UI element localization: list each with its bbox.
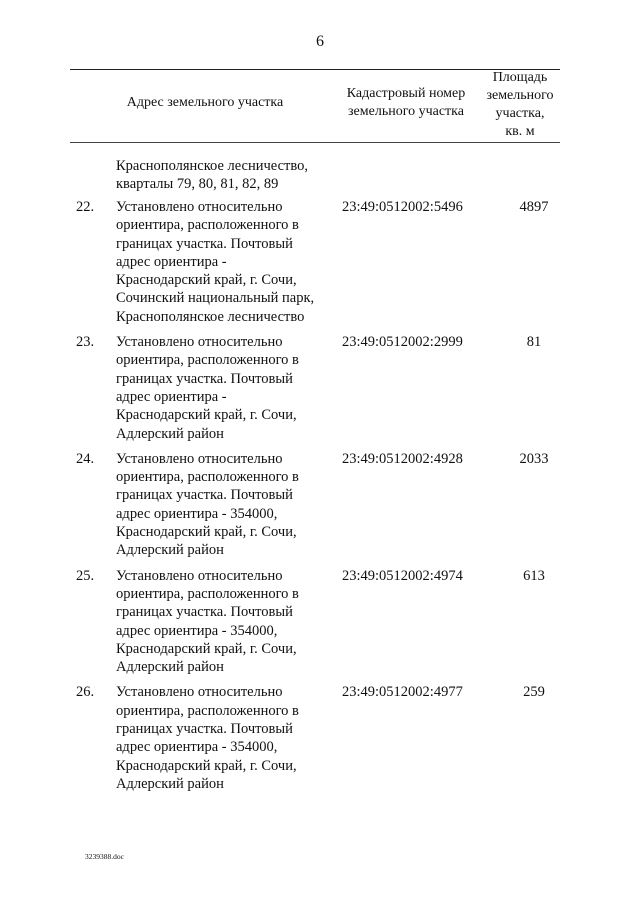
address-line: Установлено относительно bbox=[116, 684, 283, 701]
table-row bbox=[76, 333, 560, 443]
address-line: Адлерский район bbox=[116, 659, 224, 676]
address-line: ориентира, расположенного в bbox=[116, 217, 299, 234]
address-line: Краснодарский край, г. Сочи, bbox=[116, 757, 297, 774]
table-row bbox=[76, 567, 560, 677]
header-area-line: земельного bbox=[486, 88, 554, 103]
row-area: 81 bbox=[526, 334, 542, 351]
address-line: Установлено относительно bbox=[116, 199, 283, 215]
table-row bbox=[76, 450, 560, 560]
row-cadastral-number: 23:49:0512002:4974 bbox=[342, 567, 463, 584]
row-number: 22. bbox=[76, 199, 95, 215]
row-address bbox=[116, 333, 344, 443]
row-number: 25. bbox=[76, 567, 95, 584]
address-line: Краснодарский край, г. Сочи, bbox=[116, 272, 297, 289]
header-area-line: участка, bbox=[495, 106, 545, 121]
table-row bbox=[76, 683, 560, 793]
continued-address bbox=[116, 157, 346, 194]
row-cadastral-number: 23:49:0512002:4977 bbox=[342, 684, 463, 701]
address-line: ориентира, расположенного в bbox=[116, 702, 299, 719]
row-number: 26. bbox=[76, 684, 95, 701]
address-line: ориентира, расположенного в bbox=[116, 352, 299, 369]
address-line: Краснодарский край, г. Сочи, bbox=[116, 640, 297, 657]
address-line: границах участка. Почтовый bbox=[116, 487, 293, 504]
address-line: границах участка. Почтовый bbox=[116, 721, 293, 738]
header-area bbox=[480, 69, 560, 141]
row-cadastral-number: 23:49:0512002:5496 bbox=[342, 199, 463, 215]
page-number: 6 bbox=[316, 33, 324, 50]
address-line: Краснодарский край, г. Сочи, bbox=[116, 524, 297, 541]
row-number: 23. bbox=[76, 334, 95, 351]
header-area-line: кв. м bbox=[505, 124, 535, 139]
header-area-line: Площадь bbox=[492, 70, 548, 85]
address-line: адрес ориентира - bbox=[116, 388, 227, 405]
row-cadastral-number: 23:49:0512002:2999 bbox=[342, 334, 463, 351]
address-line: адрес ориентира - 354000, bbox=[116, 505, 278, 522]
row-address bbox=[116, 450, 344, 560]
row-area: 259 bbox=[523, 684, 545, 701]
footer-filename: 3239388.doc bbox=[85, 852, 124, 861]
row-address bbox=[116, 198, 344, 326]
address-line: адрес ориентира - bbox=[116, 253, 227, 270]
table-row bbox=[76, 198, 560, 326]
address-line: границах участка. Почтовый bbox=[116, 370, 293, 387]
address-line: границах участка. Почтовый bbox=[116, 235, 293, 252]
row-address bbox=[116, 567, 344, 677]
address-line: Адлерский район bbox=[116, 542, 224, 559]
row-cadastral-number: 23:49:0512002:4928 bbox=[342, 450, 463, 467]
address-line: Установлено относительно bbox=[116, 567, 283, 584]
address-line: ориентира, расположенного в bbox=[116, 585, 299, 602]
row-area: 613 bbox=[523, 567, 545, 584]
row-area: 2033 bbox=[519, 450, 549, 467]
header-address: Адрес земельного участка bbox=[126, 95, 284, 110]
address-line: границах участка. Почтовый bbox=[116, 604, 293, 621]
address-line: Адлерский район bbox=[116, 775, 224, 792]
address-line: адрес ориентира - 354000, bbox=[116, 739, 278, 756]
row-address bbox=[116, 683, 344, 793]
address-line: Установлено относительно bbox=[116, 334, 283, 351]
address-line: Краснополянское лесничество, bbox=[116, 158, 308, 174]
header-cadastral-line: земельного участка bbox=[348, 104, 464, 119]
header-cadastral bbox=[336, 85, 476, 121]
address-line: Краснодарский край, г. Сочи, bbox=[116, 407, 297, 424]
header-cadastral-line: Кадастровый номер bbox=[346, 86, 466, 101]
address-line: адрес ориентира - 354000, bbox=[116, 622, 278, 639]
address-line: Краснополянское лесничество bbox=[116, 308, 305, 325]
table-body bbox=[76, 198, 560, 800]
row-area: 4897 bbox=[519, 199, 549, 215]
address-line: ориентира, расположенного в bbox=[116, 469, 299, 486]
address-line: Адлерский район bbox=[116, 425, 224, 442]
table-header-rule bbox=[70, 142, 560, 143]
address-line: Сочинский национальный парк, bbox=[116, 290, 315, 307]
row-number: 24. bbox=[76, 450, 95, 467]
address-line: кварталы 79, 80, 81, 82, 89 bbox=[116, 176, 279, 193]
address-line: Установлено относительно bbox=[116, 450, 283, 467]
